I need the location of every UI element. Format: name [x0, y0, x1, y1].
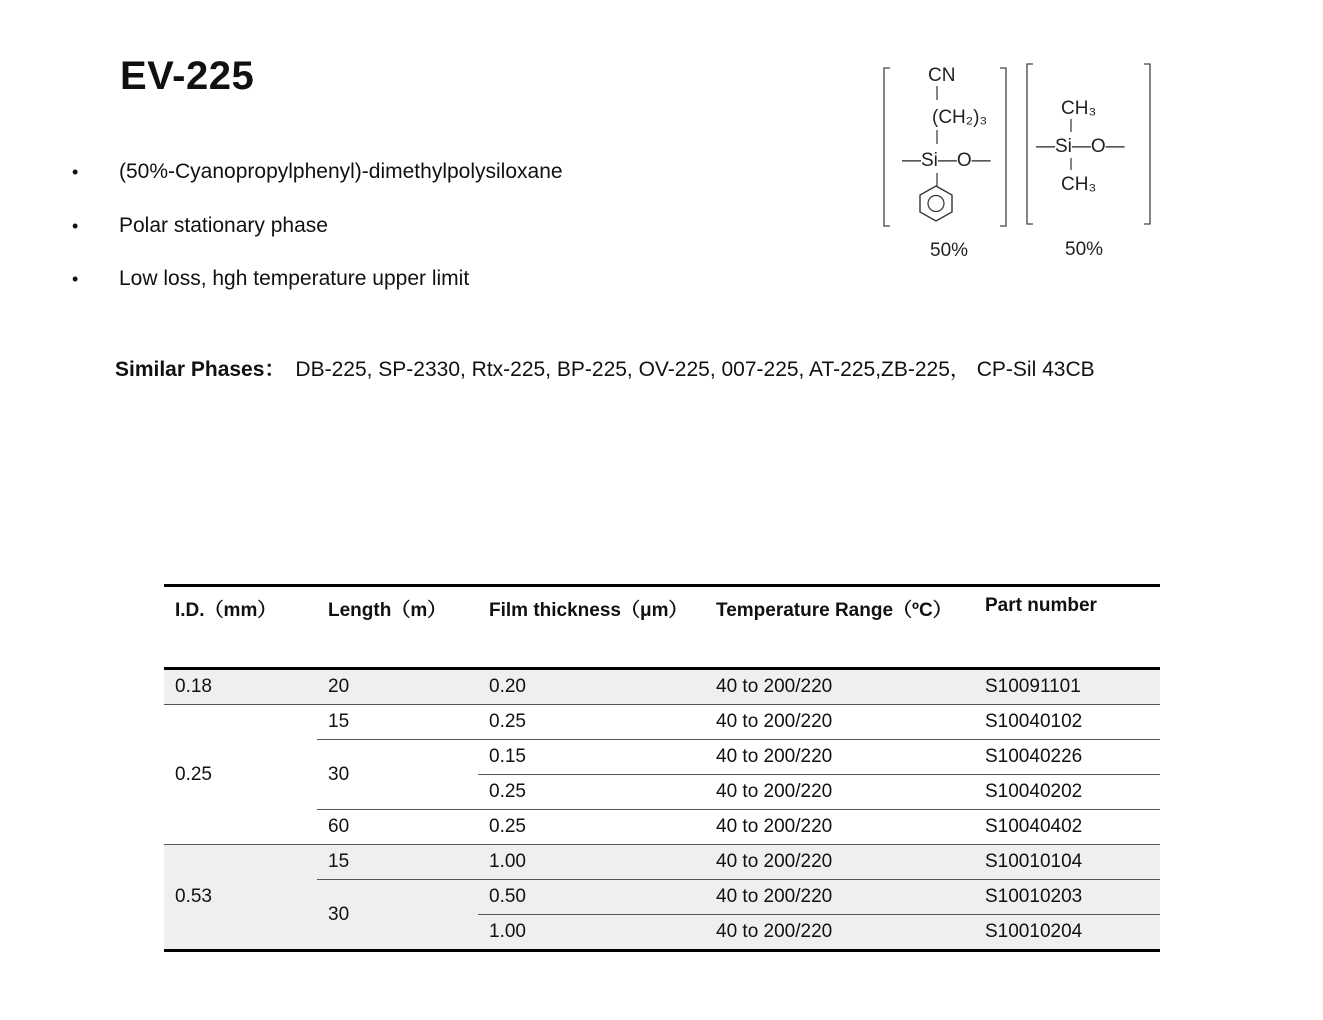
temp-cell: 40 to 200/220	[716, 816, 833, 837]
film-cell: 0.50	[489, 886, 526, 907]
phenyl-ring-icon	[920, 186, 952, 221]
si-o-left-label: —Si—O—	[902, 150, 991, 171]
list-item	[72, 150, 563, 204]
feature-text: Low loss, hgh temperature upper limit	[119, 267, 470, 290]
cn-label: CN	[928, 65, 956, 86]
header-temperature: Temperature Range（ºC）	[705, 586, 974, 669]
length-cell: 15	[328, 851, 350, 872]
bullet-icon: •	[72, 269, 79, 289]
list-item	[72, 257, 563, 311]
header-id: I.D.（mm）	[164, 586, 317, 669]
feature-list	[72, 150, 563, 311]
id-cell: 0.53	[175, 886, 212, 907]
ch3-bottom-label: CH₃	[1061, 174, 1097, 195]
part-cell: S10010104	[985, 851, 1083, 872]
film-cell: 0.25	[489, 711, 526, 732]
chemical-structure	[878, 60, 1158, 270]
temp-cell: 40 to 200/220	[716, 781, 833, 802]
similar-phases	[115, 353, 1095, 383]
film-cell: 0.15	[489, 746, 526, 767]
table-header-row	[164, 586, 1160, 669]
id-cell: 0.25	[164, 705, 317, 845]
header-film: Film thickness（μm）	[478, 586, 705, 669]
part-cell: S10091101	[985, 676, 1081, 697]
length-cell: 30	[317, 740, 478, 810]
percent-left: 50%	[930, 240, 969, 261]
page-title: EV-225	[120, 54, 255, 98]
film-cell: 1.00	[489, 851, 526, 872]
table-row	[164, 669, 1160, 705]
bracket-left-open	[884, 68, 890, 226]
header-length: Length（m）	[317, 586, 478, 669]
similar-phases-value: DB-225, SP-2330, Rtx-225, BP-225, OV-225, 007-225, AT-225,ZB-225， CP-Sil 43CB	[295, 358, 1095, 381]
temp-cell: 40 to 200/220	[716, 921, 833, 942]
length-cell: 20	[328, 676, 350, 697]
list-item	[72, 204, 563, 258]
table-row	[164, 845, 1160, 880]
spec-table	[164, 584, 1160, 952]
length-cell: 60	[328, 816, 350, 837]
film-cell: 0.20	[489, 676, 526, 697]
bracket-right-close	[1144, 64, 1150, 224]
part-cell: S10040102	[985, 711, 1083, 732]
temp-cell: 40 to 200/220	[716, 886, 833, 907]
part-cell: S10010204	[985, 921, 1083, 942]
percent-right: 50%	[1065, 239, 1104, 260]
header-part: Part number	[974, 586, 1160, 669]
temp-cell: 40 to 200/220	[716, 711, 833, 732]
part-cell: S10010203	[985, 886, 1083, 907]
table-row	[164, 705, 1160, 740]
si-o-right-label: —Si—O—	[1036, 136, 1125, 157]
bullet-icon: •	[72, 162, 79, 182]
bullet-icon: •	[72, 215, 79, 236]
temp-cell: 40 to 200/220	[716, 851, 833, 872]
temp-cell: 40 to 200/220	[716, 676, 833, 697]
length-cell: 30	[328, 903, 350, 925]
ch3-top-label: CH₃	[1061, 98, 1097, 119]
film-cell: 0.25	[489, 816, 526, 837]
ch2-label: (CH₂)₃	[932, 107, 988, 128]
feature-text: Polar stationary phase	[119, 213, 328, 237]
similar-phases-label: Similar Phases：	[115, 358, 286, 381]
film-cell: 1.00	[489, 921, 526, 942]
bracket-right-open	[1027, 64, 1033, 224]
film-cell: 0.25	[489, 781, 526, 802]
length-cell: 15	[328, 711, 350, 732]
temp-cell: 40 to 200/220	[716, 746, 833, 767]
part-cell: S10040226	[985, 746, 1083, 767]
bracket-left-close	[1000, 68, 1006, 226]
part-cell: S10040402	[985, 816, 1083, 837]
id-cell: 0.18	[175, 676, 212, 697]
feature-text: (50%-Cyanopropylphenyl)-dimethylpolysiloxane	[119, 160, 563, 183]
part-cell: S10040202	[985, 781, 1083, 802]
